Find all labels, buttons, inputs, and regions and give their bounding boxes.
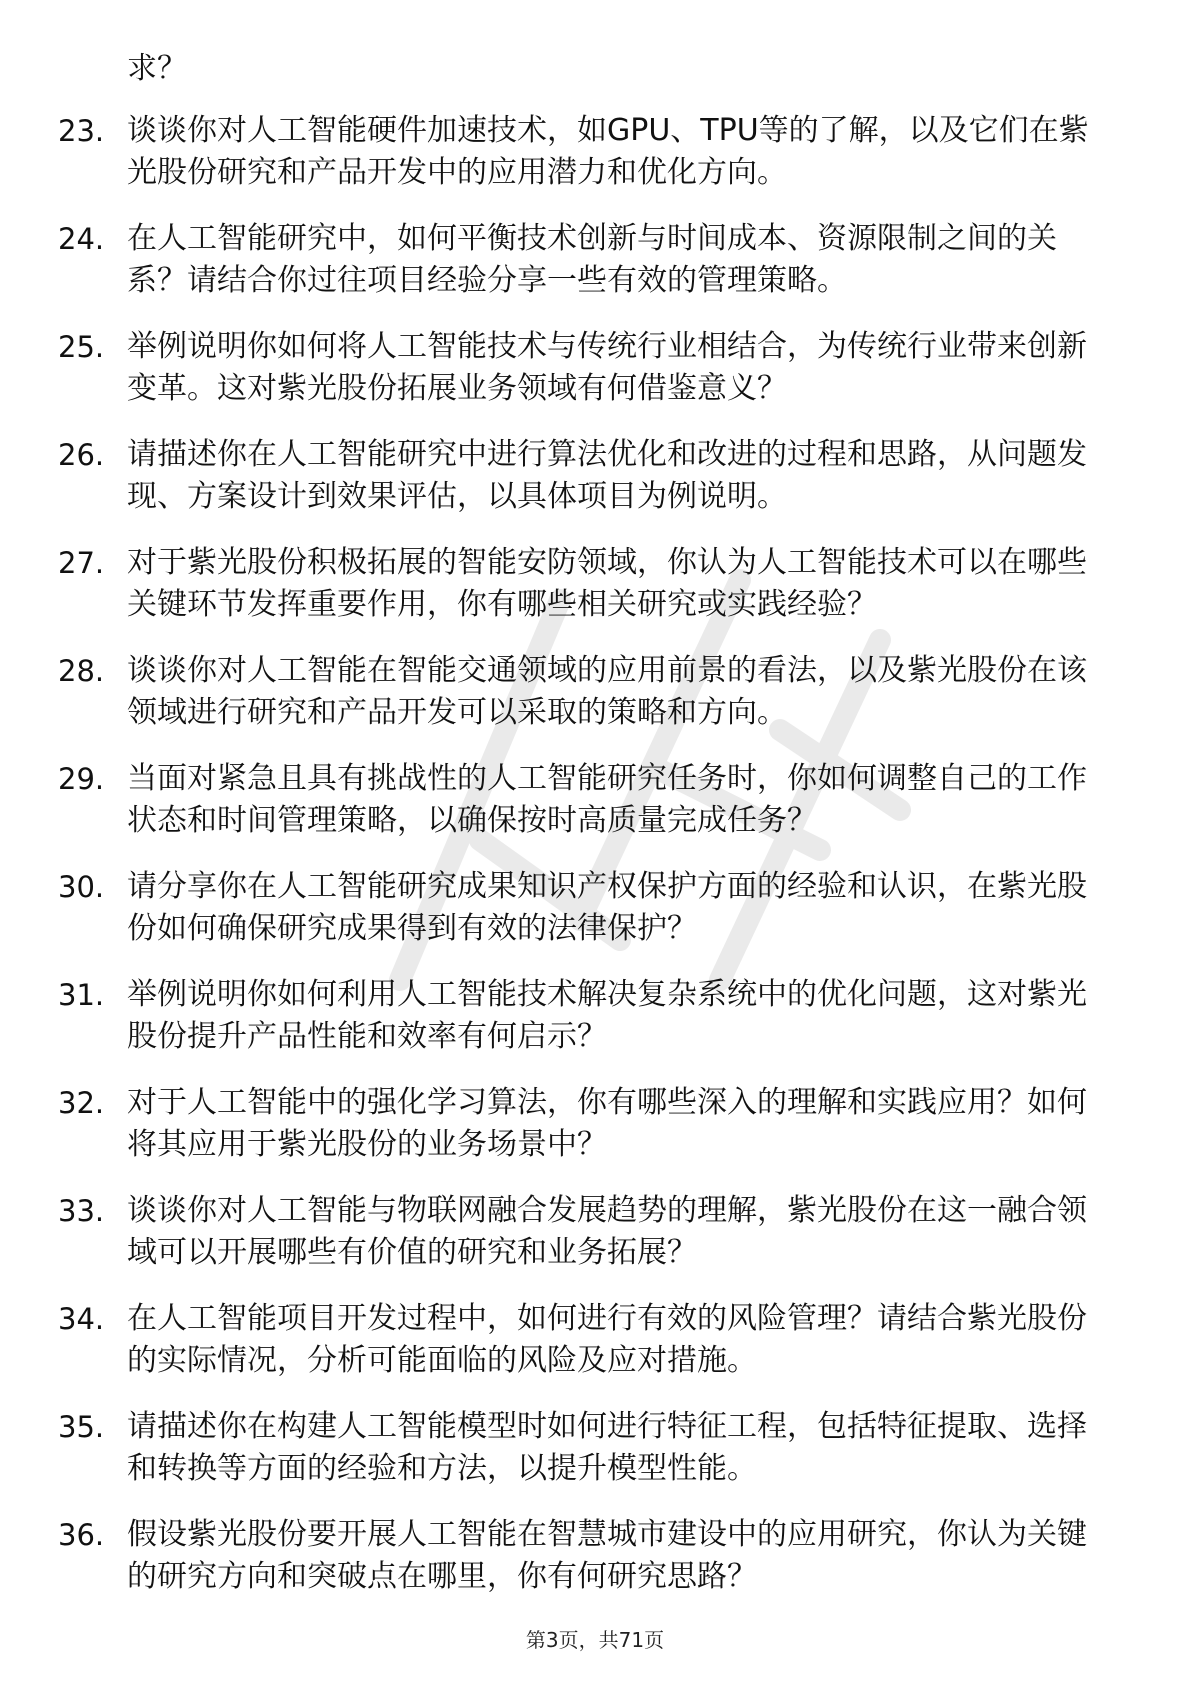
question-list: [58, 110, 1118, 1622]
question-text: 举例说明你如何将人工智能技术与传统行业相结合，为传统行业带来创新变革。这对紫光股份拓展业务领域有何借鉴意义？: [127, 329, 1087, 406]
question-text: 假设紫光股份要开展人工智能在智慧城市建设中的应用研究，你认为关键的研究方向和突破点在哪里，你有何研究思路？: [127, 1517, 1087, 1594]
question-number: 23.: [58, 114, 105, 148]
question-number: 25.: [58, 330, 105, 364]
question-number: 36.: [58, 1518, 105, 1552]
question-item: [58, 110, 1118, 194]
question-item: [58, 1190, 1118, 1274]
question-number: 33.: [58, 1194, 105, 1228]
question-text: 谈谈你对人工智能与物联网融合发展趋势的理解，紫光股份在这一融合领域可以开展哪些有价值的研究和业务拓展？: [127, 1193, 1087, 1270]
question-text: 当面对紧急且具有挑战性的人工智能研究任务时，你如何调整自己的工作状态和时间管理策略，以确保按时高质量完成任务？: [127, 761, 1087, 838]
question-text: 举例说明你如何利用人工智能技术解决复杂系统中的优化问题，这对紫光股份提升产品性能和效率有何启示？: [127, 977, 1087, 1054]
question-item: [58, 218, 1118, 302]
question-number: 26.: [58, 438, 105, 472]
question-text: 请描述你在构建人工智能模型时如何进行特征工程，包括特征提取、选择和转换等方面的经验和方法，以提升模型性能。: [127, 1409, 1087, 1486]
question-number: 27.: [58, 546, 105, 580]
page-footer: 第3页，共71页: [525, 1628, 665, 1652]
question-text: 谈谈你对人工智能在智能交通领域的应用前景的看法，以及紫光股份在该领域进行研究和产品开发可以采取的策略和方向。: [127, 653, 1087, 730]
question-text: 谈谈你对人工智能硬件加速技术，如GPU、TPU等的了解，以及它们在紫光股份研究和产品开发中的应用潜力和优化方向。: [127, 113, 1089, 190]
question-text: 在人工智能研究中，如何平衡技术创新与时间成本、资源限制之间的关系？请结合你过往项目经验分享一些有效的管理策略。: [127, 221, 1057, 298]
question-item: [58, 1082, 1118, 1166]
question-number: 34.: [58, 1302, 105, 1336]
question-item: [58, 326, 1118, 410]
question-number: 30.: [58, 870, 105, 904]
question-item: [58, 758, 1118, 842]
question-number: 32.: [58, 1086, 105, 1120]
continuation-text: 求？: [127, 51, 187, 86]
question-item: [58, 1514, 1118, 1598]
question-item: [58, 1298, 1118, 1382]
question-item: [58, 650, 1118, 734]
question-item: [58, 1406, 1118, 1490]
question-item: [58, 866, 1118, 950]
question-text: 请描述你在人工智能研究中进行算法优化和改进的过程和思路，从问题发现、方案设计到效果评估，以具体项目为例说明。: [127, 437, 1087, 514]
question-text: 请分享你在人工智能研究成果知识产权保护方面的经验和认识，在紫光股份如何确保研究成果得到有效的法律保护？: [127, 869, 1087, 946]
question-text: 在人工智能项目开发过程中，如何进行有效的风险管理？请结合紫光股份的实际情况，分析可能面临的风险及应对措施。: [127, 1301, 1087, 1378]
question-text: 对于人工智能中的强化学习算法，你有哪些深入的理解和实践应用？如何将其应用于紫光股份的业务场景中？: [127, 1085, 1087, 1162]
question-item: [58, 434, 1118, 518]
question-text: 对于紫光股份积极拓展的智能安防领域，你认为人工智能技术可以在哪些关键环节发挥重要作用，你有哪些相关研究或实践经验？: [127, 545, 1087, 622]
question-number: 29.: [58, 762, 105, 796]
question-number: 24.: [58, 222, 105, 256]
question-item: [58, 542, 1118, 626]
question-number: 31.: [58, 978, 105, 1012]
question-number: 28.: [58, 654, 105, 688]
question-number: 35.: [58, 1410, 105, 1444]
question-item: [58, 974, 1118, 1058]
